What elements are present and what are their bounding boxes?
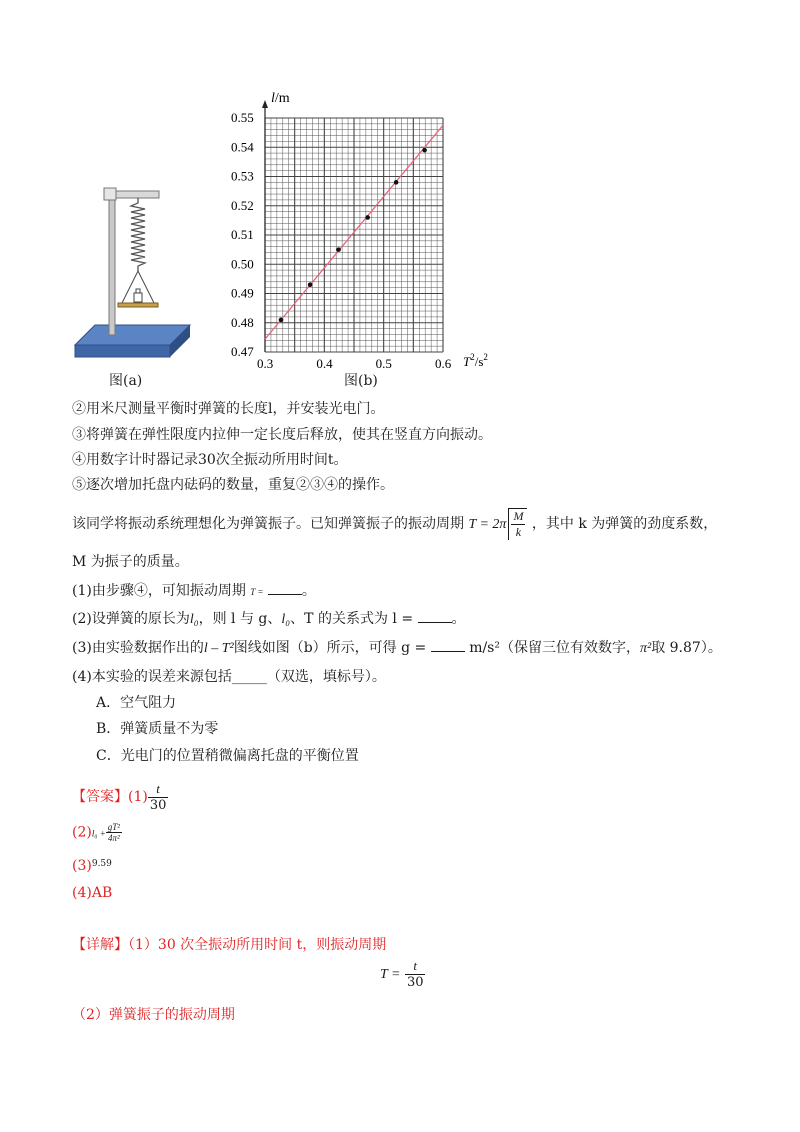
y-tick-label: 0.47 [231, 344, 254, 359]
y-tick-label: 0.49 [231, 285, 254, 301]
figure-a [70, 185, 195, 365]
y-axis-arrow [262, 100, 268, 108]
x-tick-label: 0.6 [435, 356, 452, 371]
option-b: B．弹簧质量不为零 [96, 721, 219, 737]
l-vs-T2-chart [225, 88, 515, 373]
period-formula: T = 2π $\frac{M}{k}$ [468, 508, 527, 540]
step-2: ②用米尺测量平衡时弹簧的长度l，并安装光电门。 [72, 401, 385, 417]
data-point [394, 180, 399, 185]
option-a: A．空气阻力 [96, 695, 177, 711]
data-point [279, 318, 284, 323]
data-point [365, 215, 370, 220]
question-3: (3)由实验数据作出的l – T²图线如图（b）所示，可得 g = m/s²（保留三位有效数字，π²取 9.87）。 [72, 640, 722, 656]
y-tick-label: 0.52 [231, 197, 254, 213]
data-point [336, 247, 341, 252]
y-axis-label: l/m [271, 91, 290, 106]
figure-b [225, 88, 515, 373]
y-tick-label: 0.53 [231, 168, 254, 184]
question-1: (1)由步骤④，可知振动周期 T = 。 [72, 583, 316, 599]
answer-1: 【答案】(1) $\frac{t}{30}$ [72, 781, 167, 813]
y-tick-label: 0.54 [231, 139, 254, 155]
x-tick-label: 0.5 [375, 356, 392, 371]
answer-blank [418, 611, 452, 623]
question-4: (4)本实验的误差来源包括_____（双选，填标号）。 [72, 669, 386, 685]
intro-paragraph-line1: 该同学将振动系统理想化为弹簧振子。已知弹簧振子的振动周期 T = 2π $\frac{M}{k}$ ，其中 k 为弹簧的劲度系数， [72, 509, 718, 539]
intro-paragraph-line2: M 为振子的质量。 [72, 554, 189, 570]
detail-tag: 【详解】 [72, 937, 128, 953]
y-tick-label: 0.55 [231, 110, 254, 125]
x-tick-label: 0.4 [316, 356, 333, 371]
x-axis-label: $T^2/s^2$ [463, 352, 488, 369]
detail-equation: T = $\frac{t}{30}$ [380, 958, 424, 990]
y-tick-label: 0.51 [231, 227, 254, 242]
answer-3: $(3)^{9.59}$ [72, 858, 112, 874]
option-c: C．光电门的位置稍微偏离托盘的平衡位置 [96, 748, 359, 764]
data-point [308, 282, 313, 287]
x-tick-label: 0.3 [257, 356, 274, 371]
answer-blank [431, 640, 465, 652]
figure-b-caption: 图(b) [344, 373, 378, 389]
step-3: ③将弹簧在弹性限度内拉伸一定长度后释放，使其在竖直方向振动。 [72, 427, 492, 443]
y-tick-label: 0.48 [231, 314, 254, 330]
detail-line1: 【详解】（1）30 次全振动所用时间 t，则振动周期 [72, 937, 387, 953]
data-point [422, 148, 427, 153]
answer-tag: 【答案】 [72, 789, 128, 805]
question-2: (2)设弹簧的原长为l₀，则 l 与 g、l₀、T 的关系式为 l = 。 [72, 611, 466, 627]
answer-4: (4)AB [72, 885, 113, 901]
step-5: ⑤逐次增加托盘内砝码的数量，重复②③④的操作。 [72, 477, 394, 493]
figure-a-caption: 图(a) [109, 373, 143, 389]
spring-apparatus-illustration [70, 185, 195, 365]
answer-blank [268, 583, 302, 595]
detail-line2: （2）弹簧振子的振动周期 [72, 1007, 235, 1023]
answer-2: (2)l₀ + $\frac{\text{gT²}}{\text{4π²}}$ [72, 822, 121, 843]
y-tick-label: 0.50 [231, 256, 254, 272]
step-4: ④用数字计时器记录30次全振动所用时间t。 [72, 452, 348, 468]
